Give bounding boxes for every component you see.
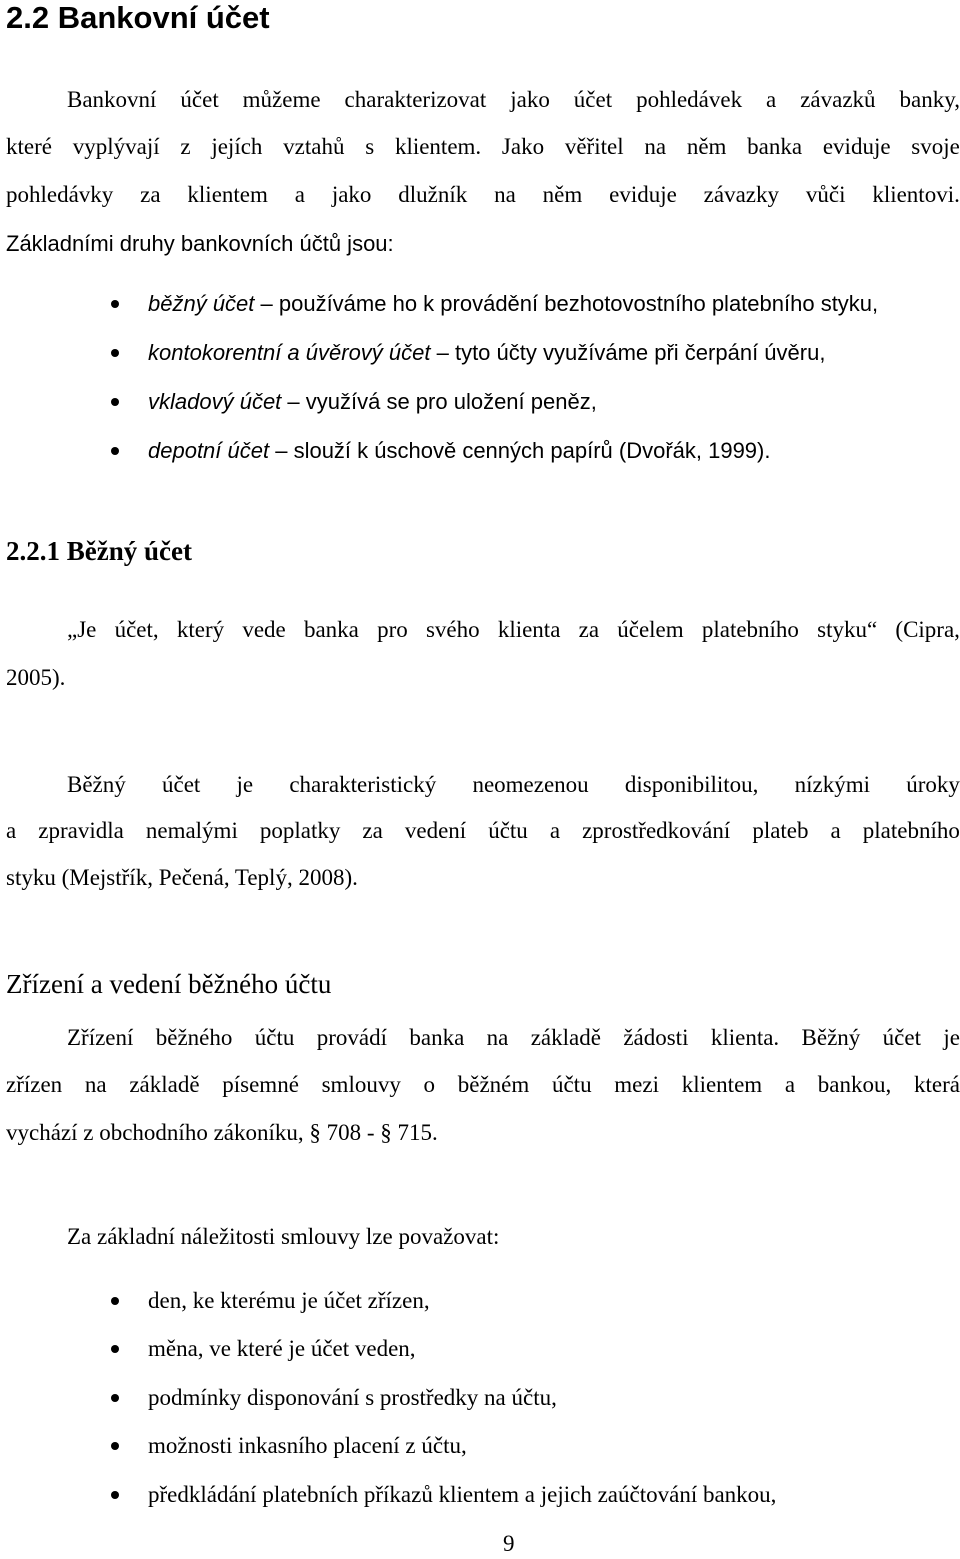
paragraph2-line-1: Běžný účet je charakteristický neomezenou disponibilitou, nízkými úroky: [67, 772, 960, 797]
paragraph3-line-2: zřízen na základě písemné smlouvy o běžném účtu mezi klientem a bankou, která: [6, 1072, 960, 1097]
bullet-icon: [111, 447, 119, 455]
bullet-icon: [111, 349, 119, 357]
quote-line-1: „Je účet, který vede banka pro svého klienta za účelem platebního styku“ (Cipra,: [67, 617, 960, 642]
bullet-icon: [111, 1394, 119, 1402]
account-type-desc: – slouží k úschově cenných papírů (Dvořák, 1999).: [269, 438, 771, 463]
account-type-term: kontokorentní a úvěrový účet: [148, 340, 431, 365]
account-type-term: depotní účet: [148, 438, 270, 463]
bullet-icon: [111, 1442, 119, 1450]
intro-line-3: pohledávky za klientem a jako dlužník na něm eviduje závazky vůči klientovi.: [6, 182, 960, 207]
bullet-icon: [111, 1345, 119, 1353]
contract-item: podmínky disponování s prostředky na účtu,: [148, 1385, 557, 1410]
bullet-icon: [111, 1297, 119, 1305]
paragraph3-line-3: vychází z obchodního zákoníku, § 708 - § 715.: [6, 1120, 438, 1145]
section-title: 2.2 Bankovní účet: [6, 0, 270, 35]
account-type-desc: – využívá se pro uložení peněz,: [281, 389, 597, 414]
page-number: 9: [503, 1531, 515, 1556]
paragraph3-line-1: Zřízení běžného účtu provádí banka na základě žádosti klienta. Běžný účet je: [67, 1025, 960, 1050]
paragraph2-line-2: a zpravidla nemalými poplatky za vedení účtu a zprostředkování plateb a platebního: [6, 818, 960, 843]
account-type-desc: – používáme ho k provádění bezhotovostního platebního styku,: [254, 291, 879, 316]
contract-item: možnosti inkasního placení z účtu,: [148, 1433, 467, 1458]
account-type-term: vkladový účet: [148, 389, 282, 414]
heading-zrizeni: Zřízení a vedení běžného účtu: [6, 969, 332, 999]
bullet-icon: [111, 398, 119, 406]
bullet-icon: [111, 300, 119, 308]
intro-line-1: Bankovní účet můžeme charakterizovat jako účet pohledávek a závazků banky,: [67, 87, 960, 112]
account-type-term: běžný účet: [148, 291, 255, 316]
paragraph2-line-3: styku (Mejstřík, Pečená, Teplý, 2008).: [6, 865, 358, 890]
contract-intro: Za základní náležitosti smlouvy lze považovat:: [67, 1224, 500, 1249]
subsection-title: 2.2.1 Běžný účet: [6, 536, 192, 566]
intro-line-2: které vyplývají z jejích vztahů s klientem. Jako věřitel na něm banka eviduje svoje: [6, 134, 960, 159]
quote-line-2: 2005).: [6, 665, 66, 690]
bullet-icon: [111, 1491, 119, 1499]
types-intro: Základními druhy bankovních účtů jsou:: [6, 231, 394, 256]
contract-item: předkládání platebních příkazů klientem a jejich zaúčtování bankou,: [148, 1482, 777, 1507]
contract-item: měna, ve které je účet veden,: [148, 1336, 416, 1361]
account-type-desc: – tyto účty využíváme při čerpání úvěru,: [430, 340, 826, 365]
contract-item: den, ke kterému je účet zřízen,: [148, 1288, 430, 1313]
